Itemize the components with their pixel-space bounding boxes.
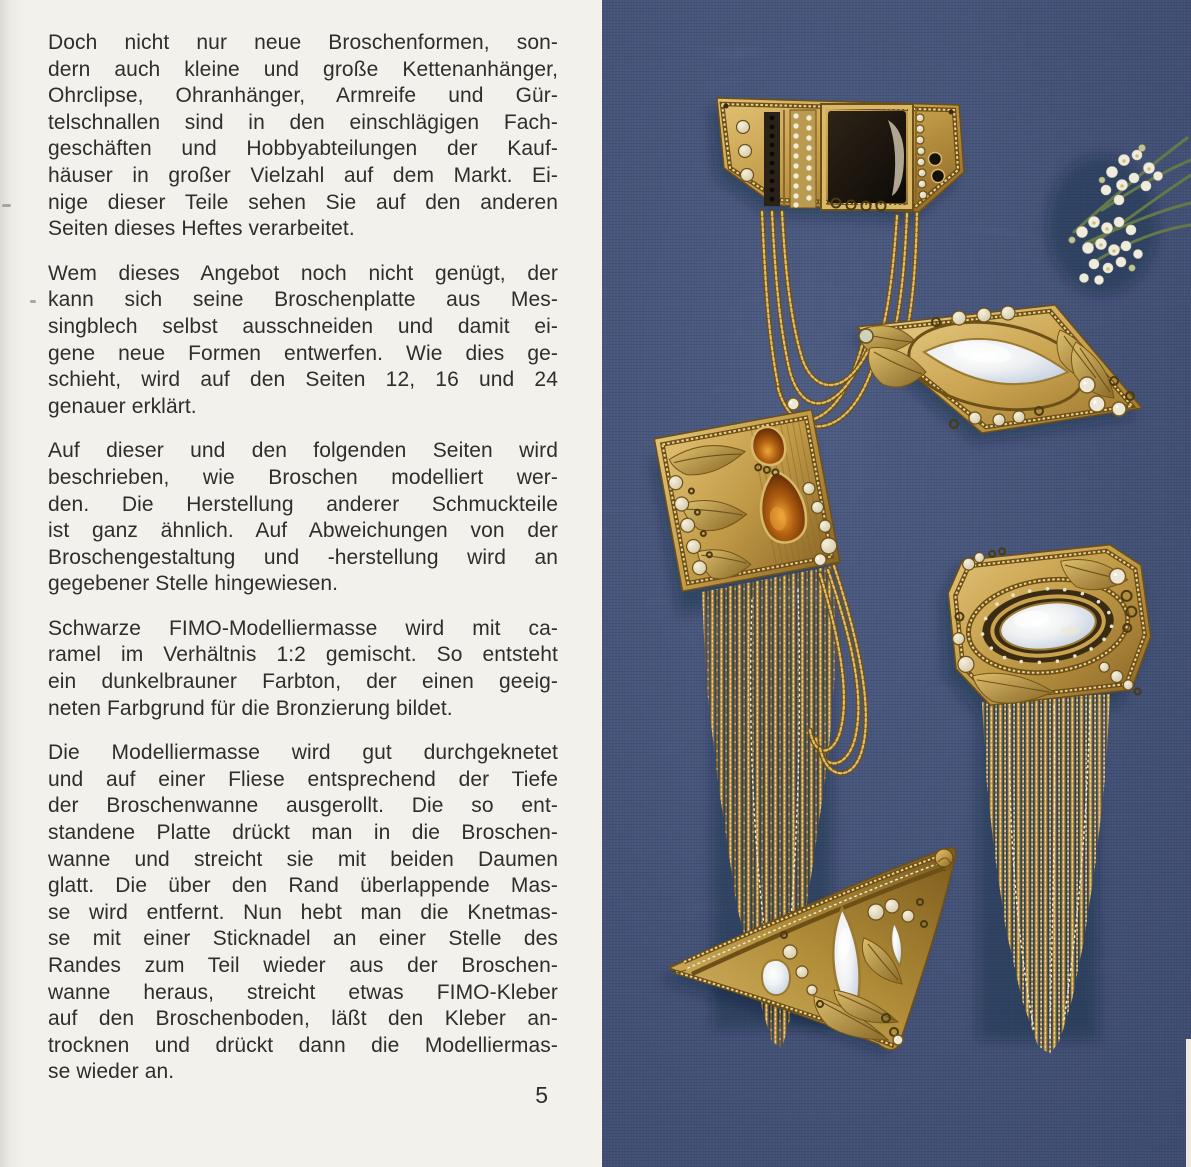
text-line: se wieder an. — [48, 1060, 175, 1084]
teardrop-opal — [762, 960, 790, 995]
text-line: Seiten dieses Heftes verarbeitet. — [48, 217, 355, 241]
paragraph — [48, 740, 558, 1086]
paragraph — [48, 616, 558, 722]
jewelry-photo — [600, 0, 1191, 1167]
text-line: glatt. Die über den Rand überlappende Mas- — [48, 874, 558, 898]
text-line: Auf dieser und den folgenden Seiten wird — [48, 439, 558, 463]
text-line: wanne und streicht sie mit beiden Daumen — [48, 847, 558, 871]
text-line: Ohrclipse, Ohranhänger, Armreife und Gür- — [48, 84, 558, 108]
text-line: wanne heraus, streicht etwas FIMO-Kleber — [48, 980, 558, 1004]
paragraph — [48, 30, 558, 243]
print-artifact — [30, 300, 36, 303]
text-line: Randes zum Teil wieder aus der Broschen- — [48, 954, 558, 977]
text-line: dern auch kleine und große Kettenanhänger, — [48, 57, 558, 81]
text-line: der Broschenwanne ausgerollt. Die so ent- — [48, 794, 558, 818]
text-line: Broschengestaltung und -herstellung wird an — [48, 545, 558, 569]
text-line: auf den Broschenboden, läßt den Kleber an- — [48, 1007, 558, 1031]
text-line: schieht, wird auf den Seiten 12, 16 und 24 — [48, 368, 558, 392]
text-line: den. Die Herstellung anderer Schmuckteile — [48, 492, 558, 516]
text-line: telschnallen sind in den einschlägigen Fach- — [48, 110, 558, 134]
text-line: ist ganz ähnlich. Auf Abweichungen von der — [48, 519, 558, 543]
text-line: Die Modelliermasse wird gut durchgeknetet — [48, 741, 558, 765]
text-line: gene neue Formen entwerfen. Wie dies ge- — [48, 341, 558, 365]
text-line: gegebener Stelle hingewiesen. — [48, 572, 339, 596]
scan-edge-sliver — [1186, 1039, 1191, 1167]
text-line: Schwarze FIMO-Modelliermasse wird mit ca- — [48, 616, 558, 640]
paragraph — [48, 261, 558, 421]
text-line: nige dieser Teile sehen Sie auf den anderen — [48, 190, 558, 214]
text-line: beschrieben, wie Broschen modelliert wer- — [48, 465, 558, 489]
text-line: neten Farbgrund für die Bronzierung bildet. — [48, 696, 453, 720]
text-line: genauer erklärt. — [48, 394, 197, 418]
page-number: 5 — [535, 1082, 548, 1108]
paragraph — [48, 438, 558, 598]
text-line: trocknen und drückt dann die Modelliermas- — [48, 1033, 558, 1057]
octagon-brooch — [946, 541, 1154, 707]
text-line: und auf einer Fliese entsprechend der Tiefe — [48, 767, 558, 791]
text-line: ein dunkelbrauner Farbton, der einen geeig- — [48, 670, 558, 694]
text-line: ramel im Verhältnis 1:2 gemischt. So entsteht — [48, 643, 558, 667]
text-line: Doch nicht nur neue Broschenformen, son- — [48, 31, 558, 54]
text-line: Wem dieses Angebot noch nicht genügt, der — [48, 261, 558, 285]
text-line: singblech selbst ausschneiden und damit ei- — [48, 314, 558, 338]
text-line: kann sich seine Broschenplatte aus Mes- — [48, 288, 558, 312]
text-column — [48, 30, 558, 1104]
print-artifact — [2, 204, 11, 207]
text-line: standene Platte drückt man in die Broschen- — [48, 821, 558, 845]
text-line: häuser in großer Vielzahl auf dem Markt. Ei- — [48, 163, 558, 187]
text-line: se wird entfernt. Nun hebt man die Knetmas- — [48, 900, 558, 924]
text-line: geschäften und Hobbyabteilungen der Kauf- — [48, 137, 558, 161]
text-line: se mit einer Sticknadel an einer Stelle des — [48, 927, 558, 951]
